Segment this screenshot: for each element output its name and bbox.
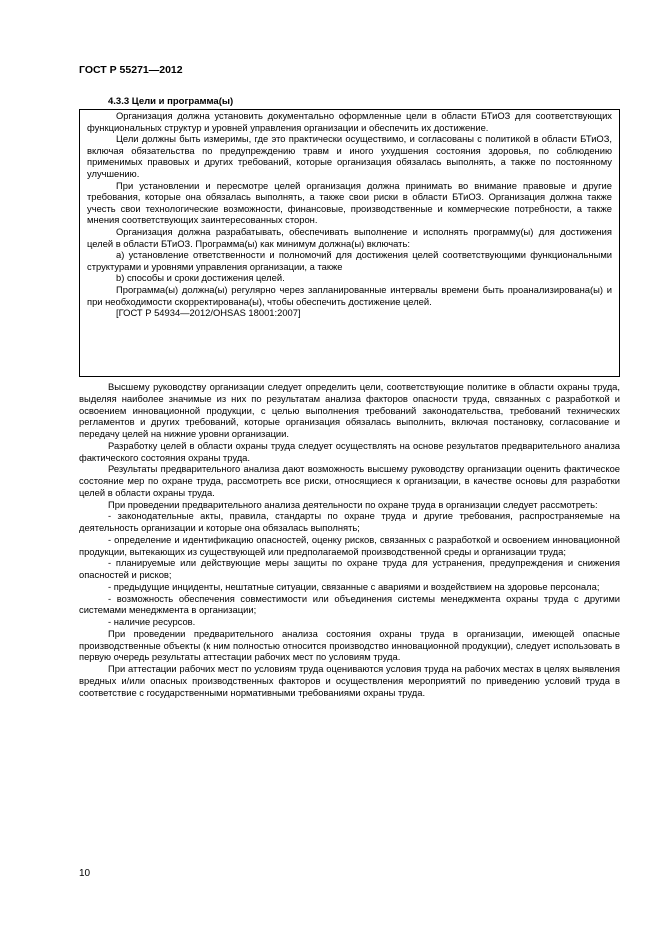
box-paragraph: Организация должна разрабатывать, обеспечивать выполнение и исполнять программу(ы) для достижения целей в области БТиОЗ. Программа(ы) как минимум должна(ы) включать: [87,225,612,249]
box-list-item: b) способы и сроки достижения целей. [116,272,285,284]
list-item: - предыдущие инциденты, нештатные ситуации, связанные с авариями и воздействием на здоровье персонала; [108,580,600,592]
box-paragraph: Программа(ы) должна(ы) регулярно через запланированные интервалы времени быть проанализирована(ы) и при необходимости скорректирована(ы), чтобы обеспечить достижение целей. [87,283,612,307]
quoted-standard-box [79,109,620,377]
list-item: - планируемые или действующие меры защиты по охране труда для устранения, предупреждения и снижения опасностей и рисков; [79,557,620,580]
box-list-item: а) установление ответственности и полномочий для достижения целей соответствующими функциональными структурами и уровнями управления организации, а также [87,249,612,272]
list-item: - наличие ресурсов. [108,616,196,627]
body-text [79,381,620,698]
page-number: 10 [79,868,91,879]
body-paragraph: При проведении предварительного анализа деятельности по охране труда в организации следует рассмотреть: [108,498,598,510]
body-paragraph: Разработку целей в области охраны труда следует осуществлять на основе результатов предварительного анализа фактического состояния охраны труда. [79,439,620,463]
body-paragraph: Результаты предварительного анализа дают возможность высшему руководству организации оценить фактическое состояние мер по охране труда, рассмотреть все риски, относящиеся к организации, в качестве основы для разработки целей в области охраны труда. [79,463,620,498]
box-paragraph: Организация должна установить документально оформленные цели в области БТиОЗ для соответствующих функциональных структур и уровней управления организации и обеспечить их достижение. [87,110,612,133]
body-paragraph: При проведении предварительного анализа состояния охраны труда в организации, имеющей опасные производственные объекты (к ним полностью относится производство инновационной продукции), следует использовать в первую очередь результаты аттестации рабочих мест по условиям труда. [79,627,620,663]
body-paragraph: При аттестации рабочих мест по условиям труда оцениваются условия труда на рабочих местах в целях выявления вредных и/или опасных производственных факторов и осуществления мероприятий по приведению условий труда в соответствие с государственными нормативными требованиями охраны труда. [79,663,620,698]
body-paragraph: Высшему руководству организации следует определить цели, соответствующие политике в области охраны труда, выделяя наиболее значимые из них по результатам анализа факторов опасности труда, связанных с разработкой и освоением инновационной продукции, с целью выполнения требований законодательства, требований технических регламентов и других требований, которые организация обязалась выполнить, включая постановку, согласование и передачу целей на нижние уровни организации. [79,381,620,439]
list-item: - возможность обеспечения совместимости или объединения системы менеджмента охраны труда с другими системами менеджмента в организации; [79,592,620,616]
box-paragraph: При установлении и пересмотре целей организация должна принимать во внимание правовые и другие требования, которые она обязалась выполнять, а также свои риски в области БТиОЗ. Организация должна также учесть свои технологические возможности, финансовые, производственные и коммерческие потребности, а также мнения соответствующих заинтересованных сторон. [87,179,612,226]
list-item: - законодательные акты, правила, стандарты по охране труда и другие требования, распространяемые на деятельность организации и которые она обязалась выполнять; [79,510,620,533]
list-item: - определение и идентификацию опасностей, оценку рисков, связанных с разработкой и освоением инновационной продукции, вытекающих из существующей или предполагаемой производственной среды и организации труда; [79,533,620,557]
box-reference: [ГОСТ Р 54934—2012/OHSAS 18001:2007] [116,307,301,319]
box-paragraph: Цели должны быть измеримы, где это практически осуществимо, и согласованы с политикой в области БТиОЗ, включая обязательства по предупреждению травм и иного ухудшения состояния здоровья, по соблюдению применимых правовых и других требований, которые организация обязалась выполнять, а также по постоянному улучшению. [87,133,612,179]
section-title: 4.3.3 Цели и программа(ы) [108,96,234,107]
document-code: ГОСТ Р 55271—2012 [79,64,183,76]
